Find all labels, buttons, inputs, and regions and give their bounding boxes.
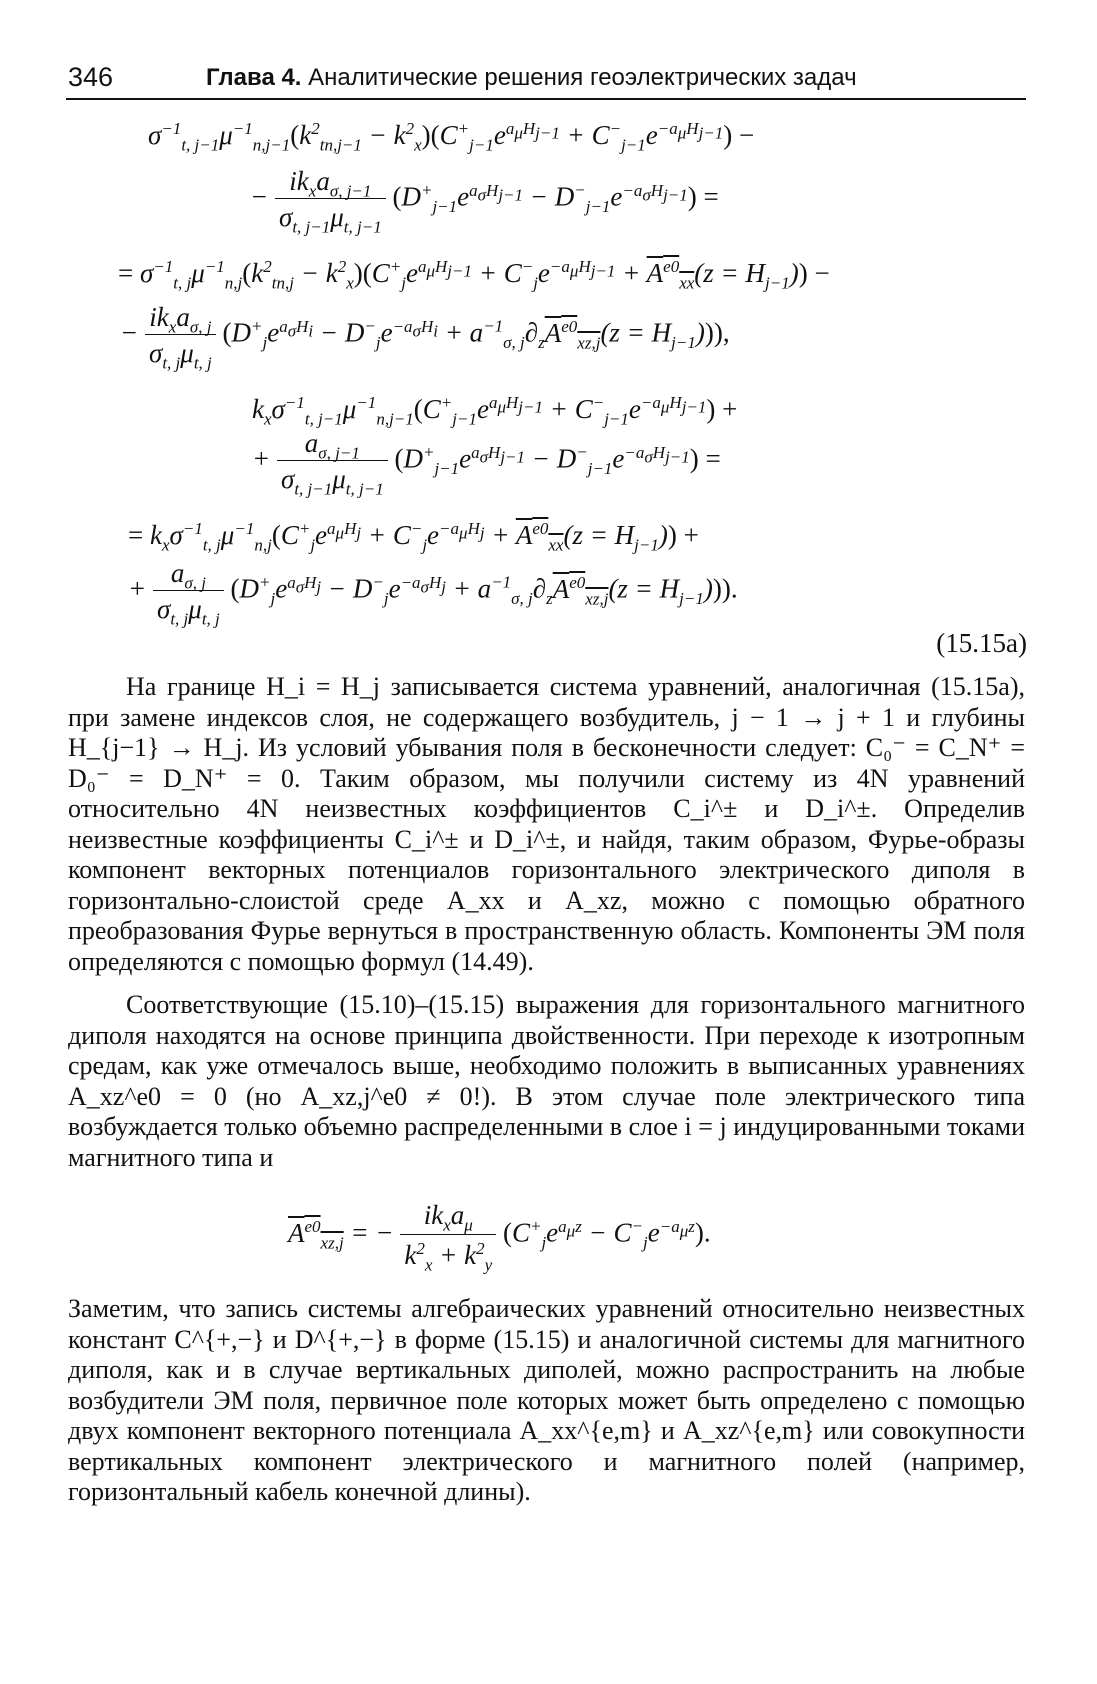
running-header: [66, 58, 1026, 100]
equation-line-7: = $k_x\sigma^{-1}_{t, j}\mu^{-1}_{n,j}(C^+_je^{a_\mu H_j} + C^-_je^{-a_\mu H_j} + A^{e0}_{xx}(z = H_{j-1}))$ +: [128, 519, 699, 555]
equation-line-6: + $\frac{a_{\sigma, j-1}}{\sigma_{t, j-1}\mu_{t, j-1}}$ $(D^+_{j-1}e^{a_\sigma H_{j-1}} - D^-_{j-1}e^{-a_\sigma H_{j-1}})$ =: [252, 428, 721, 499]
equation-number: (15.15a): [936, 628, 1027, 658]
page-number: 346: [68, 62, 114, 92]
paragraph-text: Заметим, что запись системы алгебраических уравнений относительно неизвестных констант C^{+,−} и D^{+,−} в форме (15.15) и аналогичной системы для магнитного диполя, как и в случае вертикальных диполей, можно распространить на любые возбудители ЭМ поля, первичное поле которых может быть определено с помощью двух компонент векторного потенциала A_xx^{e,m} и A_xz^{e,m} или совокупности вертикальных компонент электрического и магнитного полей (например, горизонтальный кабель конечной длины).: [68, 1294, 1025, 1506]
vector-potential-equation: $A^{e0}_{xz,j}$ = − $\frac{ik_xa_\mu}{k^2_x + k^2_y}$ $(C^+_je^{a_\mu z} - C^-_je^{-a_\mu z})$.: [288, 1200, 711, 1275]
equation-line-2: − $\frac{ik_xa_{\sigma, j-1}}{\sigma_{t, j-1}\mu_{t, j-1}}$ $(D^+_{j-1}e^{a_\sigma H_{j-1}} - D^-_{j-1}e^{-a_\sigma H_{j-1}})$ =: [250, 166, 719, 237]
equation-line-1: $\sigma^{-1}_{t, j-1}\mu^{-1}_{n,j-1}(k^2_{tn,j-1} - k^2_x)(C^+_{j-1}e^{a_\mu H_{j-1}} + C^-_{j-1}e^{-a_\mu H_{j-1}})$ −: [148, 119, 755, 155]
paragraph-magnetic-dipole: [68, 990, 1025, 1173]
equation-line-5: $k_x\sigma^{-1}_{t, j-1}\mu^{-1}_{n,j-1}(C^+_{j-1}e^{a_\mu H_{j-1}} + C^-_{j-1}e^{-a_\mu H_{j-1}})$ +: [252, 393, 738, 429]
paragraph-boundary-conditions: [68, 672, 1025, 977]
chapter-title: Аналитические решения геоэлектрических задач: [308, 64, 857, 91]
equation-line-4: − $\frac{ik_xa_{\sigma, j}}{\sigma_{t, j}\mu_{t, j}}$ $(D^+_je^{a_\sigma H_i} - D^-_je^{-a_\sigma H_i} + a^{-1}_{\sigma, j}\partial_zA^{e0}_{xz,j}(z = H_{j-1}))$),: [120, 302, 730, 373]
paragraph-text: Соответствующие (15.10)–(15.15) выражения для горизонтального магнитного диполя находятся на основе принципа двойственности. При переходе к изотропным средам, как уже отмечалось выше, необходимо положить в выписанных уравнениях A_xz^e0 = 0 (но A_xz,j^e0 ≠ 0!). В этом случае поле электрического типа возбуждается только объемно распределенными в слое i = j индуцированными токами магнитного типа и: [68, 990, 1025, 1172]
chapter-heading: [206, 64, 857, 92]
chapter-label: Глава 4.: [206, 64, 302, 91]
equation-line-8: + $\frac{a_{\sigma, j}}{\sigma_{t, j}\mu_{t, j}}$ $(D^+_je^{a_\sigma H_j} - D^-_je^{-a_\sigma H_j} + a^{-1}_{\sigma, j}\partial_zA^{e0}_{xz,j}(z = H_{j-1}))$).: [128, 558, 738, 629]
paragraph-text: На границе H_i = H_j записывается система уравнений, аналогичная (15.15а), при замене индексов слоя, не содержащего возбудитель, j − 1 → j + 1 и глубины H_{j−1} → H_j. Из условий убывания поля в бесконечности следует: C₀⁻ = C_N⁺ = D₀⁻ = D_N⁺ = 0. Таким образом, мы получили систему из 4N уравнений относительно 4N неизвестных коэффициентов C_i^± и D_i^±. Определив неизвестные коэффициенты C_i^± и D_i^±, и найдя, таким образом, Фурье-образы компонент векторных потенциалов горизонтального электрического диполя в горизонтально-слоистой среде A_xx и A_xz, можно с помощью обратного преобразования Фурье вернуться в пространственную область. Компоненты ЭМ поля определяются с помощью формул (14.49).: [68, 672, 1025, 976]
paragraph-generalization: [68, 1294, 1025, 1508]
equation-line-3: = $\sigma^{-1}_{t, j}\mu^{-1}_{n,j}(k^2_{tn,j} - k^2_x)(C^+_je^{a_\mu H_{j-1}} + C^-_je^{-a_\mu H_{j-1}} + A^{e0}_{xx}(z = H_{j-1}))$ −: [118, 257, 830, 293]
